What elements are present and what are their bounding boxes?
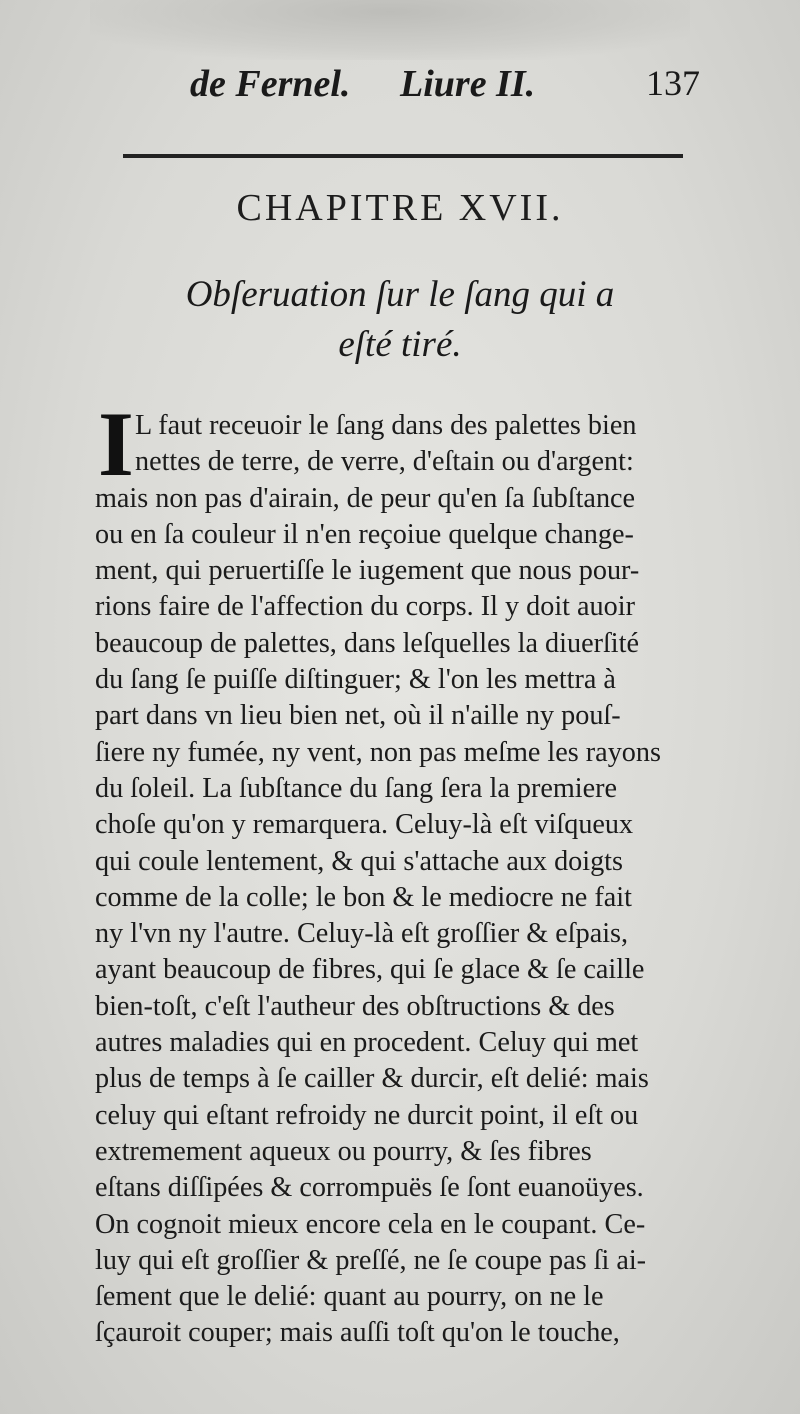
- text-line: du ſoleil. La ſubſtance du ſang ſera la premiere: [95, 772, 618, 804]
- running-head-author: de Fernel.: [190, 63, 351, 105]
- text-line: bien-toſt, c'eſt l'autheur des obſtructions & des: [95, 990, 615, 1022]
- text-line: du ſang ſe puiſſe diſtinguer; & l'on les mettra à: [95, 664, 616, 696]
- running-head: [190, 62, 700, 112]
- text-line: extremement aqueux ou pourry, & ſes fibres: [95, 1135, 592, 1167]
- text-line: part dans vn lieu bien net, où il n'aille ny pouſ-: [95, 700, 621, 732]
- text-line: eſtans diſſipées & corrompuës ſe ſont euanoüyes.: [95, 1172, 644, 1204]
- body-text: [95, 408, 712, 1352]
- drop-cap: I: [98, 393, 134, 495]
- running-head-book: Liure II.: [400, 63, 536, 105]
- text-line: choſe qu'on y remarquera. Celuy-là eſt viſqueux: [95, 809, 634, 841]
- subtitle-line-2: eſté tiré.: [338, 324, 462, 365]
- text-line: autres maladies qui en procedent. Celuy qui met: [95, 1027, 639, 1059]
- subtitle-line-1: Obſeruation ſur le ſang qui a: [185, 274, 615, 315]
- text-line: nettes de terre, de verre, d'eſtain ou d'argent:: [135, 446, 634, 478]
- text-line: ſçauroit couper; mais auſſi toſt qu'on le touche,: [95, 1317, 620, 1349]
- text-line: mais non pas d'airain, de peur qu'en ſa ſubſtance: [95, 482, 636, 514]
- text-line: celuy qui eſtant refroidy ne durcit point, il eſt ou: [95, 1099, 639, 1131]
- text-line: ment, qui peruertiſſe le iugement que nous pour-: [95, 555, 640, 587]
- chapter-title: CHAPITRE XVII.: [236, 187, 564, 229]
- water-stain: [90, 0, 690, 60]
- page-number: 137: [646, 63, 700, 103]
- text-line: plus de temps à ſe cailler & durcir, eſt delié: mais: [95, 1063, 649, 1095]
- text-line: ayant beaucoup de fibres, qui ſe glace & ſe caille: [95, 954, 645, 986]
- text-line: ſiere ny fumée, ny vent, non pas meſme les rayons: [95, 736, 661, 768]
- text-line: ou en ſa couleur il n'en reçoiue quelque change-: [95, 518, 634, 550]
- text-line: luy qui eſt groſſier & preſſé, ne ſe coupe pas ſi ai-: [95, 1244, 647, 1276]
- text-line: ſement que le delié: quant au pourry, on ne le: [95, 1281, 604, 1313]
- text-line: ny l'vn ny l'autre. Celuy-là eſt groſſier & eſpais,: [95, 918, 629, 950]
- text-line: qui coule lentement, & qui s'attache aux doigts: [95, 845, 623, 877]
- text-line: beaucoup de palettes, dans leſquelles la diuerſité: [95, 627, 639, 659]
- text-line: rions faire de l'affection du corps. Il y doit auoir: [95, 591, 635, 623]
- text-line: L faut receuoir le ſang dans des palettes bien: [135, 410, 637, 441]
- chapter-subtitle: [150, 270, 650, 370]
- text-line: comme de la colle; le bon & le mediocre ne fait: [95, 881, 632, 913]
- text-line: On cognoit mieux encore cela en le coupant. Ce-: [95, 1208, 646, 1240]
- header-rule: [123, 154, 683, 158]
